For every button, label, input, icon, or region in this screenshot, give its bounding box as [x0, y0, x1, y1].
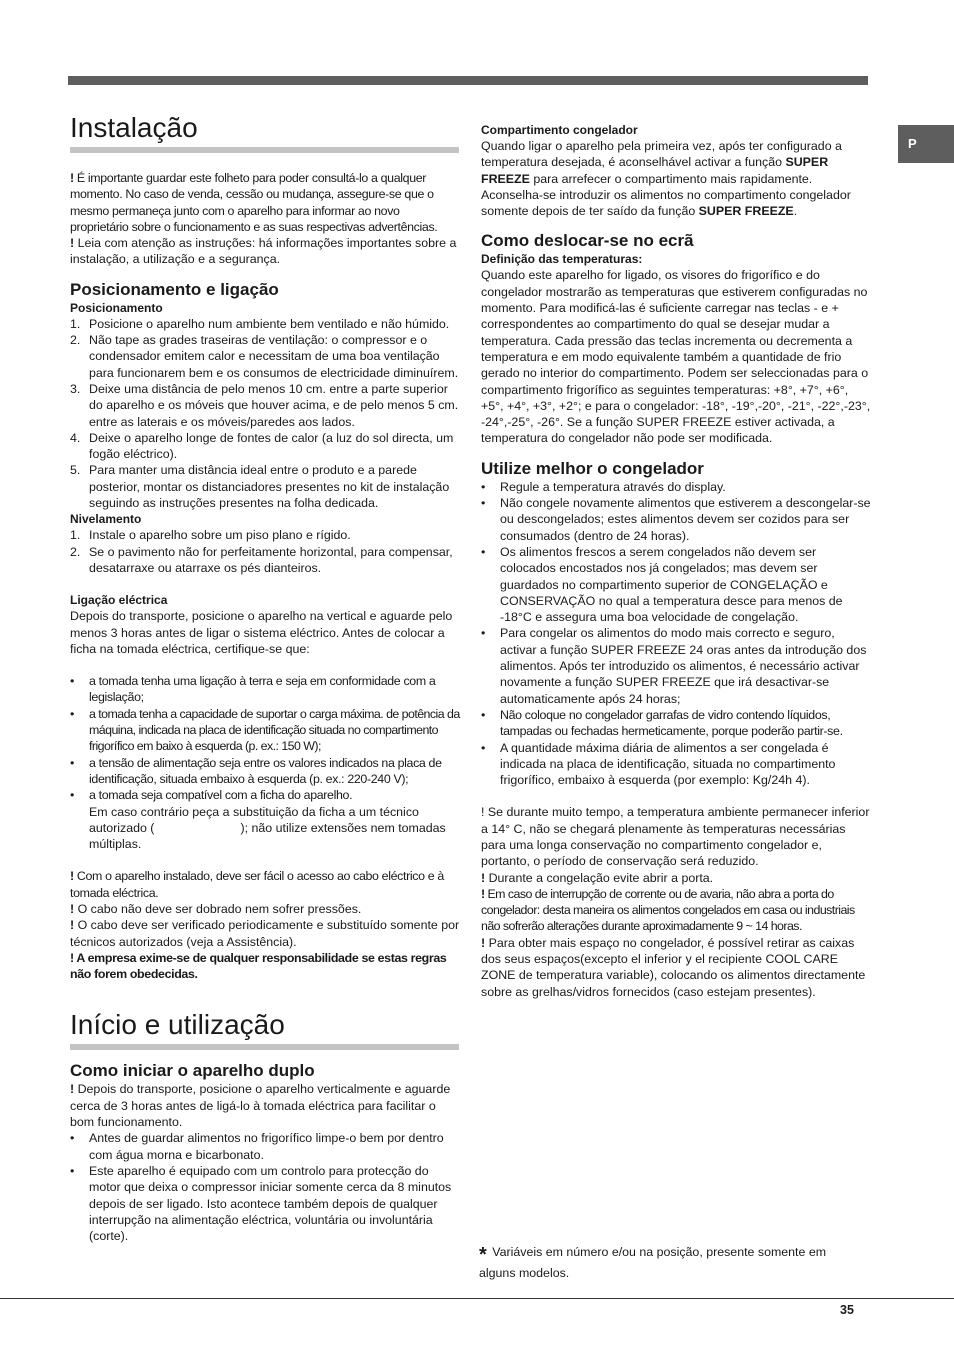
compartimento-paragraph: Quando ligar o aparelho pela primeira vez, após ter configurado a temperatura desejada, é aconselhável activar a função SUPER FREEZE para arrefecer o compartimento mais rapidamente. Aconselha-se introduzir os alimentos no compartimento congelador somente depois de ter saído da função SUPER FREEZE.	[481, 139, 851, 219]
language-tab: P	[898, 125, 954, 163]
warning-responsibility: ! A empresa exime-se de qualquer responsabilidade se estas regras não forem obedecidas.	[70, 950, 447, 982]
subheading-nivelamento: Nivelamento	[70, 512, 142, 527]
page-number: 35	[840, 1303, 854, 1317]
definicao-paragraph: Quando este aparelho for ligado, os visores do frigorífico e do congelador mostrarão as temperaturas que estiverem configuradas no momento. Para modificá-las é suficiente carregar nas teclas - e + correspondentes ao compartimento do qual se desejar mudar a temperatura. Cada pressão das teclas incrementa ou decrementa a temperatura e em modo equivalente também a quantidade de frio gerado no interior do compartimento. Podem ser seleccionadas para o compartimento frigorífico as seguintes temperaturas: +8°, +7°, +6°, +5°, +4°, +3°, +2°; e para o congelador: -18°, -19°,-20°, -21°, -22°,-23°, -24°,-25°, -26°. Se a função SUPER FREEZE estiver activada, a temperatura do congelador não pode ser modificada.	[481, 268, 871, 446]
ligacao-caso-contrario: Em caso contrário peça a substituição da ficha a um técnico autorizado ( ); não utilize extensões nem tomadas múltiplas.	[89, 804, 450, 852]
list-item: 3. Deixe uma distância de pelo menos 10 cm. entre a parte superior do aparelho e os móveis que houver acima, e de pelo menos 5 cm. entre as laterais e os móveis/paredes aos lados.	[70, 381, 459, 429]
footnote-star: *	[479, 1244, 487, 1266]
warning-2: ! O cabo não deve ser dobrado nem sofrer pressões.	[70, 901, 362, 916]
right-column	[481, 122, 871, 1000]
warning-1: ! Com o aparelho instalado, deve ser fácil o acesso ao cabo eléctrico e à tomada eléctrica.	[70, 869, 444, 900]
subheading-definicao-temperaturas: Definição das temperaturas:	[481, 252, 643, 267]
subheading-ligacao-electrica: Ligação eléctrica	[70, 593, 168, 608]
list-item: 5. Para manter uma distância ideal entre o produto e a parede posterior, montar os distanciadores presentes no kit de instalação seguindo as instruções presentes na folha dedicada.	[70, 463, 450, 511]
list-item: • A quantidade máxima diária de alimentos a ser congelada é indicada na placa de identificação, situada no compartimento frigorífico, embaixo à esquerda (por exemplo: Kg/24h 4).	[481, 740, 836, 788]
list-item: • a tomada tenha uma ligação à terra e seja em conformidade com a legislação;	[70, 674, 436, 705]
heading-posicionamento-ligacao: Posicionamento e ligação	[70, 279, 279, 299]
list-item: 2. Se o pavimento não for perfeitamente horizontal, para compensar, desatarraxe ou atarraxe os pés dianteiros.	[70, 544, 453, 575]
subheading-posicionamento: Posicionamento	[70, 300, 163, 315]
left-column	[70, 111, 460, 1244]
list-item: • Este aparelho é equipado com um controlo para protecção do motor que deixa o compressor iniciar somente cerca da 8 minutos depois de ser ligado. Isto acontece também depois de qualquer interrupção na alimentação eléctrica, voluntária ou involuntária (corte).	[70, 1163, 452, 1244]
list-item: • Regule a temperatura através do display.	[481, 479, 726, 494]
bottom-rule	[0, 1298, 954, 1299]
subheading-compartimento-congelador: Compartimento congelador	[481, 123, 638, 137]
heading-utilize-congelador: Utilize melhor o congelador	[481, 458, 704, 478]
footnote: * Variáveis em número e/ou na posição, presente somente em alguns modelos.	[479, 1244, 827, 1280]
list-item: 1. Posicione o aparelho num ambiente bem ventilado e não húmido.	[70, 316, 450, 331]
list-item: • Os alimentos frescos a serem congelados não devem ser colocados encostados nos já congelados; mas devem ser guardados no compartimento superior de CONGELAÇÃO e CONSERVAÇÃO no qual a temperatura desce para menos de -18°C e assegura uma boa velocidade de congelação.	[481, 544, 843, 625]
note-evite-abrir: ! Durante a congelação evite abrir a porta.	[481, 870, 714, 885]
ligacao-list	[70, 673, 460, 803]
nivelamento-list	[70, 527, 460, 576]
list-item: • Para congelar os alimentos do modo mais correcto e seguro, activar a função SUPER FREEZE 24 oras antes da introdução dos alimentos. Após ter introduzido os alimentos, é necessário activar novamente a função SUPER FREEZE que irá desactivar-se automaticamente após 24 horas;	[481, 626, 867, 706]
utilize-list	[481, 479, 871, 789]
iniciar-paragraph: ! Depois do transporte, posicione o aparelho verticalmente e aguarde cerca de 3 horas antes de ligá-lo à tomada eléctrica para facilitar o bom funcionamento.	[70, 1082, 451, 1130]
top-bar	[68, 76, 868, 85]
list-item: • Antes de guardar alimentos no frigorífico limpe-o bem por dentro com água morna e bicarbonato.	[70, 1131, 444, 1162]
intro-paragraph-2: ! Leia com atenção as instruções: há informações importantes sobre a instalação, a utilização e a segurança.	[70, 236, 457, 267]
note-temperatura-ambiente: ! Se durante muito tempo, a temperatura ambiente permanecer inferior a 14° C, não se chegará plenamente às temperaturas necessárias para uma longa conservação no compartimento congelador e, portanto, o período de conservação será reduzido.	[481, 805, 870, 869]
list-item: • Não congele novamente alimentos que estiverem a descongelar-se ou descongelados; estes alimentos devem ser cozidos para ser consumados (dentro de 24 horas).	[481, 496, 871, 543]
heading-deslocar-ecra: Como deslocar-se no ecrã	[481, 231, 694, 251]
note-interrupcao: ! Em caso de interrupção de corrente ou de avaria, não abra a porta do congelador: desta maneira os alimentos congelados em casa ou industriais não sofrerão alterações durante aproximadamente 9 ~ 14 horas.	[481, 886, 855, 934]
list-item: • a tensão de alimentação seja entre os valores indicados na placa de identificação, situada embaixo à esquerda (p. ex.: 220-240 V);	[70, 755, 442, 786]
list-item: • a tomada tenha a capacidade de suportar o carga máxima. de potência da máquina, indicada na placa de identificação situada no compartimento frigorífico em baixo à esquerda (p. ex.: 150 W);	[70, 706, 460, 754]
iniciar-list	[70, 1130, 460, 1244]
heading-instalacao: Instalação	[70, 112, 198, 143]
list-item: 2. Não tape as grades traseiras de ventilação: o compressor e o condensador emitem calor e necessitam de uma boa ventilação para funcionarem bem e os consumos de electricidade diminuírem.	[70, 333, 459, 380]
intro-paragraph-1: ! É importante guardar este folheto para poder consultá-lo a qualquer momento. No caso de venda, cessão ou mudança, assegure-se que o mesmo permaneça junto com o aparelho para informar ao novo proprietário sobre o funcionamento e as suas respectivas advertências.	[70, 171, 438, 234]
heading-inicio-utilizacao: Início e utilização	[70, 1009, 285, 1041]
ligacao-intro: Depois do transporte, posicione o aparelho na vertical e aguarde pelo menos 3 horas antes de ligar o sistema eléctrico. Antes de colocar a ficha na tomada eléctrica, certifique-se que:	[70, 609, 453, 656]
heading-iniciar-aparelho: Como iniciar o aparelho duplo	[70, 1061, 315, 1081]
warning-3: ! O cabo deve ser verificado periodicamente e substituído somente por técnicos autorizados (veja a Assistência).	[70, 918, 460, 949]
list-item: 4. Deixe o aparelho longe de fontes de calor (a luz do sol directa, um fogão eléctrico).	[70, 430, 454, 462]
note-mais-espaco: ! Para obter mais espaço no congelador, é possível retirar as caixas dos seus espaços(excepto el inferior y el recipiente COOL CARE ZONE de temperatura variable), colocando os alimentos directamente sobre as grelhas/vidros fornecidos (caso estejam presentes).	[481, 935, 866, 999]
list-item: • a tomada seja compatível com a ficha do aparelho.	[70, 788, 353, 803]
list-item: • Não coloque no congelador garrafas de vidro contendo líquidos, tampadas ou fechadas hermeticamente, porque poderão partir-se.	[481, 707, 843, 739]
posicionamento-list	[70, 316, 460, 512]
list-item: 1. Instale o aparelho sobre um piso plano e rígido.	[70, 528, 351, 543]
